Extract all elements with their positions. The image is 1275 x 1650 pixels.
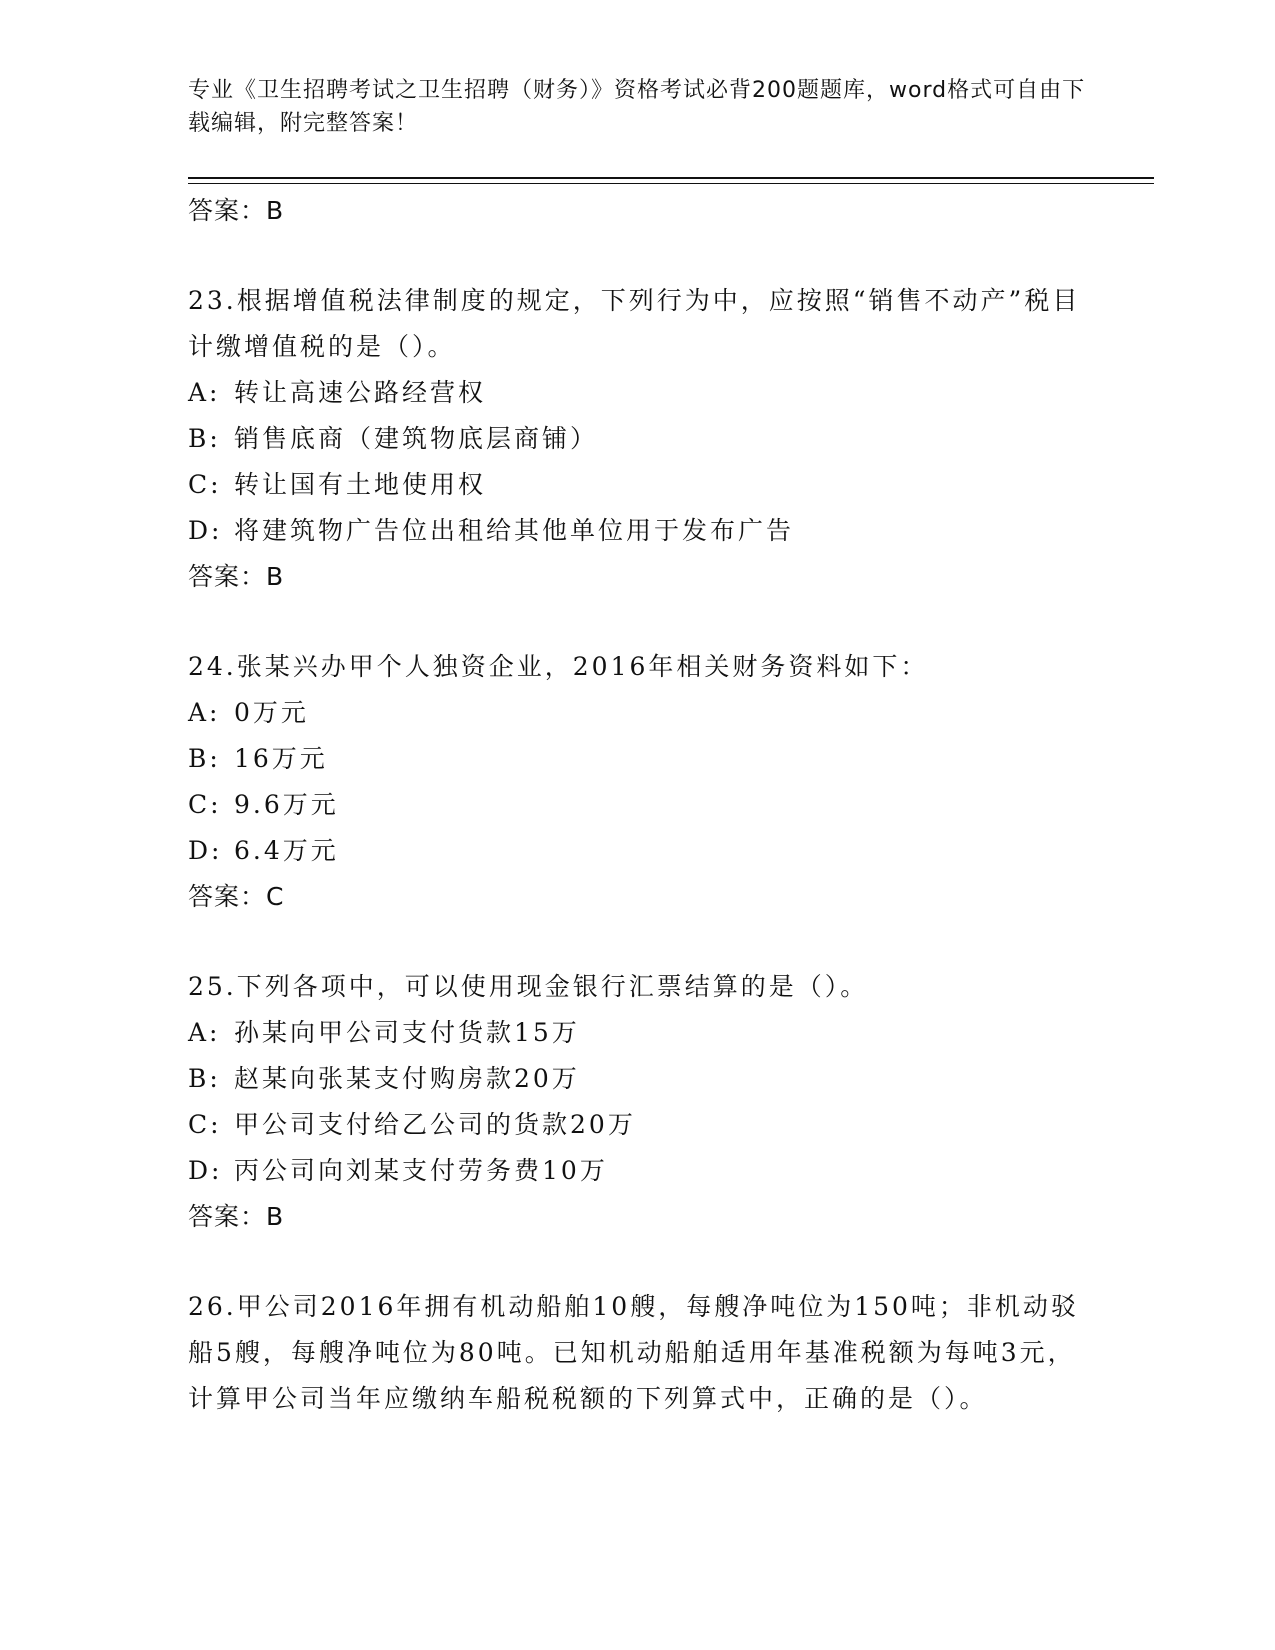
header-rule-thick [188,177,1154,179]
option-text: 甲公司支付给乙公司的货款20万 [234,1110,636,1139]
option-text: 6.4万元 [234,836,339,865]
question-24-answer: 答案：C [188,882,285,911]
option-text: 0万元 [234,698,309,727]
question-25-option-a [188,1010,1088,1056]
question-24-text: 24.张某兴办甲个人独资企业，2016年相关财务资料如下： [188,652,929,681]
option-text: 转让高速公路经营权 [234,378,487,407]
question-23-answer: 答案：B [188,562,285,591]
option-letter: A: [188,698,221,727]
option-text: 赵某向张某支付购房款20万 [234,1064,580,1093]
option-letter: B: [188,424,221,453]
option-letter: B: [188,744,221,773]
question-26-text: 26.甲公司2016年拥有机动船舶10艘，每艘净吨位为150吨；非机动驳船5艘，每艘净吨位为80吨。已知机动船舶适用年基准税额为每吨3元，计算甲公司当年应缴纳车船税税额的下列算式中，正确的是（）。 [188,1292,1079,1413]
option-letter: C: [188,470,222,499]
answer-previous: 答案：B [188,196,285,225]
question-24-option-a [188,690,1088,736]
spacer [188,234,1088,278]
question-25 [188,964,1088,1240]
question-24-option-b [188,736,1088,782]
option-letter: D: [188,836,223,865]
option-letter: A: [188,378,221,407]
option-letter: D: [188,516,223,545]
question-23-option-b [188,416,1088,462]
question-25-option-d [188,1148,1088,1194]
document-header [188,74,1088,140]
document-title: 专业《卫生招聘考试之卫生招聘（财务）》资格考试必背200题题库，word格式可自由下载编辑，附完整答案！ [188,78,1086,136]
question-24 [188,644,1088,920]
question-25-option-c [188,1102,1088,1148]
question-24-option-c [188,782,1088,828]
spacer [188,1240,1088,1284]
question-25-option-b [188,1056,1088,1102]
question-25-text: 25.下列各项中，可以使用现金银行汇票结算的是（）。 [188,972,869,1001]
option-text: 16万元 [234,744,328,773]
option-letter: B: [188,1064,221,1093]
spacer [188,920,1088,964]
question-list [188,188,1088,1422]
question-23-text: 23.根据增值税法律制度的规定，下列行为中，应按照“销售不动产”税目计缴增值税的是（）。 [188,286,1081,361]
question-24-option-d [188,828,1088,874]
question-23-option-d [188,508,1088,554]
header-rule-thin [188,183,1154,184]
option-letter: D: [188,1156,223,1185]
option-text: 9.6万元 [234,790,339,819]
option-letter: C: [188,1110,222,1139]
option-text: 丙公司向刘某支付劳务费10万 [234,1156,608,1185]
option-text: 转让国有土地使用权 [234,470,487,499]
question-23-option-a [188,370,1088,416]
question-25-answer: 答案：B [188,1202,285,1231]
option-text: 孙某向甲公司支付货款15万 [234,1018,580,1047]
question-23-option-c [188,462,1088,508]
option-letter: C: [188,790,222,819]
question-26 [188,1284,1088,1422]
option-text: 将建筑物广告位出租给其他单位用于发布广告 [234,516,795,545]
question-23 [188,278,1088,600]
option-letter: A: [188,1018,221,1047]
option-text: 销售底商（建筑物底层商铺） [234,424,599,453]
spacer [188,600,1088,644]
